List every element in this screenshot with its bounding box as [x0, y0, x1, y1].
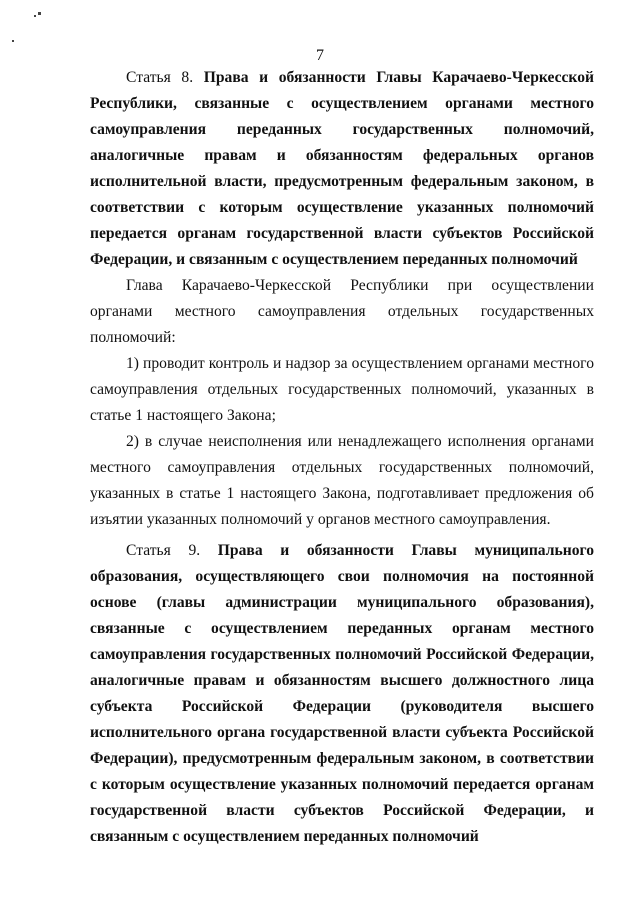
article-8-title: Права и обязанности Главы Карачаево-Черкесской Республики, связанные с осуществлением органами местного самоуправления переданных государственных полномочий, аналогичные правам и обязанностям федеральных органов исполнительной власти, предусмотренным федеральным законом, в соответствии с которым осуществление указанных полномочий передается органам государственной власти субъектов Российской Федерации, и связанным с осуществлением переданных полномочий — [90, 69, 594, 268]
article-8-intro: Глава Карачаево-Черкесской Республики при осуществлении органами местного самоуправления отдельных государственных полномочий: — [90, 277, 594, 346]
article-9-lead: Статья 9. — [126, 542, 201, 559]
page-number: 7 — [316, 47, 324, 64]
scan-artifact — [38, 12, 41, 15]
article-9-heading — [90, 538, 594, 850]
article-8-heading — [90, 65, 594, 273]
article-9 — [90, 538, 594, 850]
scan-artifact — [34, 15, 36, 17]
scan-artifact — [12, 40, 14, 42]
article-8 — [90, 65, 594, 533]
article-8-item-1: 1) проводит контроль и надзор за осуществлением органами местного самоуправления отдельных государственных полномочий, указанных в статье 1 настоящего Закона; — [90, 355, 594, 424]
article-9-title: Права и обязанности Главы муниципального образования, осуществляющего свои полномочия на постоянной основе (главы администрации муниципального образования), связанные с осуществлением переданных органам местного самоуправления государственных полномочий Российской Федерации, аналогичные правам и обязанностям высшего должностного лица субъекта Российской Федерации (руководителя высшего исполнительного органа государственной власти субъекта Российской Федерации), предусмотренным федеральным законом, в соответствии с которым осуществление указанных полномочий передается органам государственной власти субъектов Российской Федерации, и связанным с осуществлением переданных полномочий — [90, 542, 595, 845]
article-8-item-2: 2) в случае неисполнения или ненадлежащего исполнения органами местного самоуправления отдельных государственных полномочий, указанных в статье 1 настоящего Закона, подготавливает предложения об изъятии указанных полномочий у органов местного самоуправления. — [90, 433, 594, 528]
article-8-lead: Статья 8. — [126, 69, 194, 86]
